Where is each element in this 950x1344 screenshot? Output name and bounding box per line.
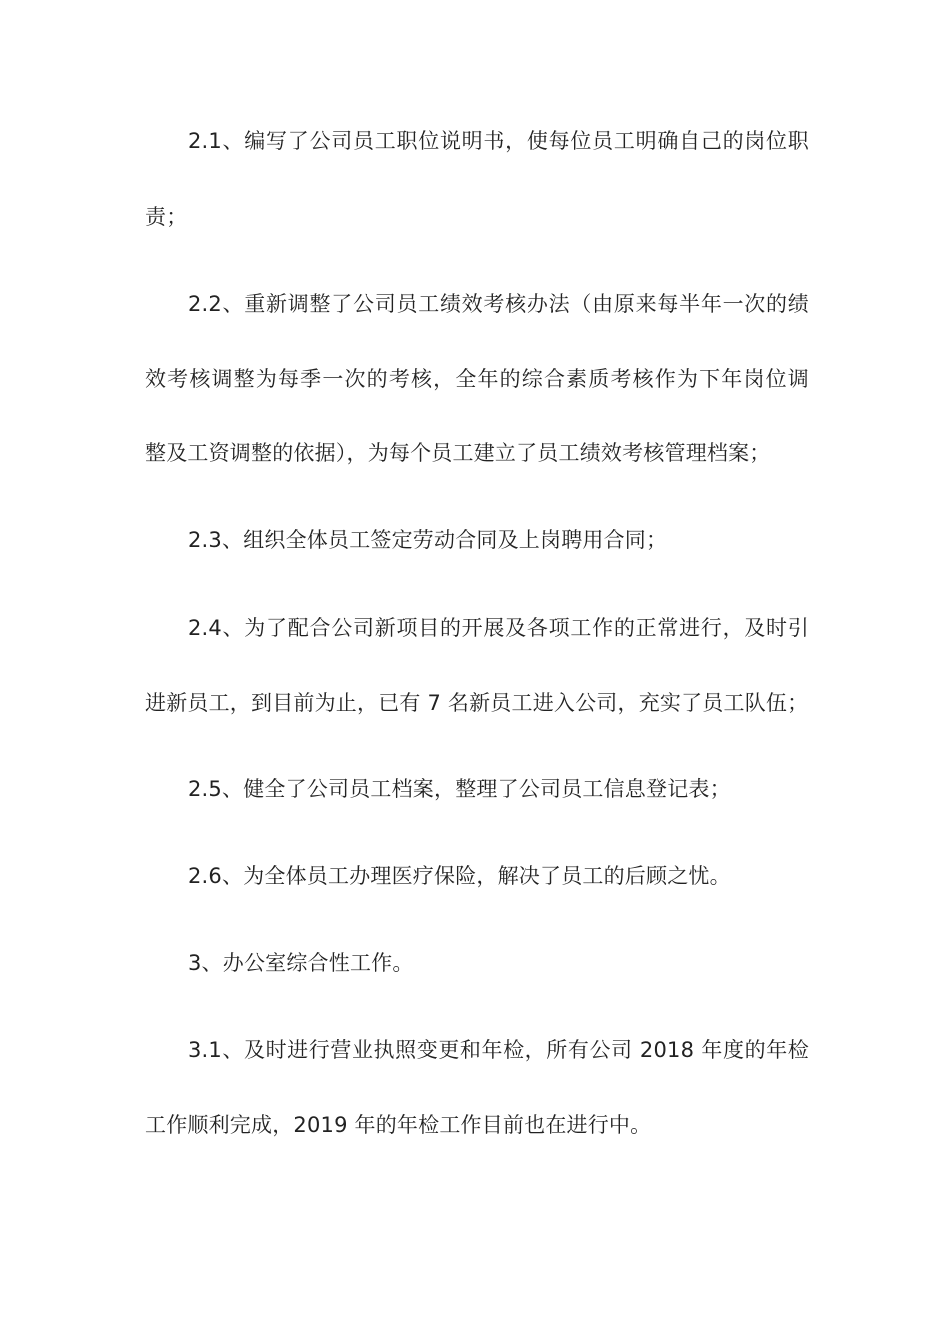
heading-3: 3、办公室综合性工作。 [188,951,414,975]
paragraph-3-1-line-2: 工作顺利完成，2019 年的年检工作目前也在进行中。 [145,1113,652,1137]
paragraph-2-4-line-2: 进新员工，到目前为止，已有 7 名新员工进入公司，充实了员工队伍； [145,691,809,715]
paragraph-2-6: 2.6、为全体员工办理医疗保险，解决了员工的后顾之忧。 [188,864,731,888]
paragraph-2-2-line-2: 效考核调整为每季一次的考核，全年的综合素质考核作为下年岗位调 [145,367,809,391]
paragraph-2-1-line-1: 2.1、编写了公司员工职位说明书，使每位员工明确自己的岗位职 [188,129,809,153]
paragraph-2-2-line-3: 整及工资调整的依据），为每个员工建立了员工绩效考核管理档案； [145,441,771,465]
paragraph-2-2-line-1: 2.2、重新调整了公司员工绩效考核办法（由原来每半年一次的绩 [188,292,809,316]
paragraph-3-1-line-1: 3.1、及时进行营业执照变更和年检，所有公司 2018 年度的年检 [188,1038,809,1062]
paragraph-2-1-line-2: 责； [145,205,188,229]
paragraph-2-5: 2.5、健全了公司员工档案，整理了公司员工信息登记表； [188,777,731,801]
paragraph-2-4-line-1: 2.4、为了配合公司新项目的开展及各项工作的正常进行，及时引 [188,616,809,640]
paragraph-2-3: 2.3、组织全体员工签定劳动合同及上岗聘用合同； [188,528,668,552]
